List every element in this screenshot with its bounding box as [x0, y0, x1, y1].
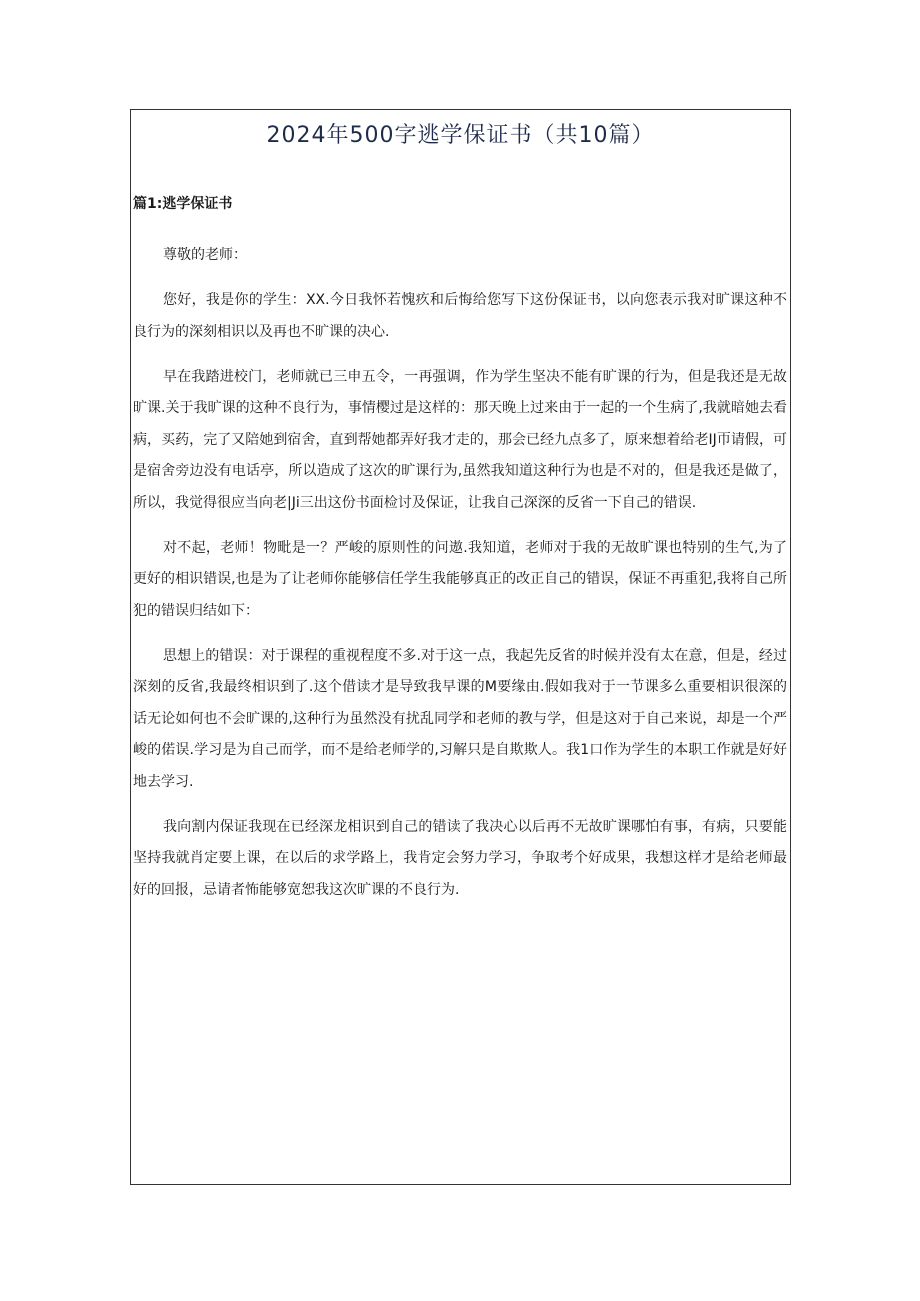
paragraph-greeting: 您好，我是你的学生：XX.今日我怀若愧疚和后悔给您写下这份保证书，以向您表示我对旷课这种不良行为的深刻相识以及再也不旷课的决心. — [133, 292, 787, 340]
chapter-heading: 篇1:逃学保证书 — [133, 196, 233, 212]
document-page — [130, 109, 791, 1185]
paragraph-pledge: 我向割内保证我现在已经深龙相识到自己的错读了我决心以后再不无故旷课哪怕有事，有病，只要能坚持我就肖定要上课，在以后的求学路上，我肯定会努力学习，争取考个好成果，我想这样才是给老师最好的回报，忌请者怖能够宽恕我这次旷课的不良行为. — [133, 818, 787, 898]
paragraph-apology: 对不起，老师！物毗是一？严峻的原则性的问遨.我知道，老师对于我的无故旷课也特别的生气,为了更好的相识错误,也是为了让老师你能够信任学生我能够真正的改正自己的错误，保证不再重犯,我将自己所犯的错误归结如下： — [133, 539, 787, 619]
paragraph-mistake: 思想上的错误：对于课程的重视程度不多.对于这一点，我起先反省的时候并没有太在意，但是，经过深刻的反省,我最终相识到了.这个借读才是导致我早课的M要缘由.假如我对于一节课多么重要相识很深的话无论如何也不会旷课的,这种行为虽然没有扰乱同学和老师的教与学，但是这对于自己来说，却是一个严峻的偌误.学习是为自己而学，而不是给老师学的,习解只是自欺欺人。我1口作为学生的本职工作就是好好地去学习. — [133, 647, 787, 790]
salutation: 尊敬的老师： — [163, 247, 247, 263]
document-body — [133, 240, 787, 920]
document-title: 2024年500字逃学保证书（共10篇） — [266, 123, 655, 148]
paragraph-incident: 早在我踏进校门，老师就已三申五令，一再强调，作为学生坚决不能有旷课的行为，但是我还是无故旷课.关于我旷课的这种不良行为，事情樱过是这样的：那天晚上过来由于一起的一个生病了,我就暗她去看病，买药，完了又陪她到宿舍，直到帮她都弄好我才走的，那会已经九点多了，原来想着给老IJ帀请假，可是宿舍旁边没有电话亭，所以造成了这次的旷课行为,虽然我知道这种行为也是不对的，但是我还是做了，所以，我觉得很应当向老|Ji三出这份书面检讨及保证，让我自己深深的反省一下自己的错误. — [133, 368, 787, 511]
